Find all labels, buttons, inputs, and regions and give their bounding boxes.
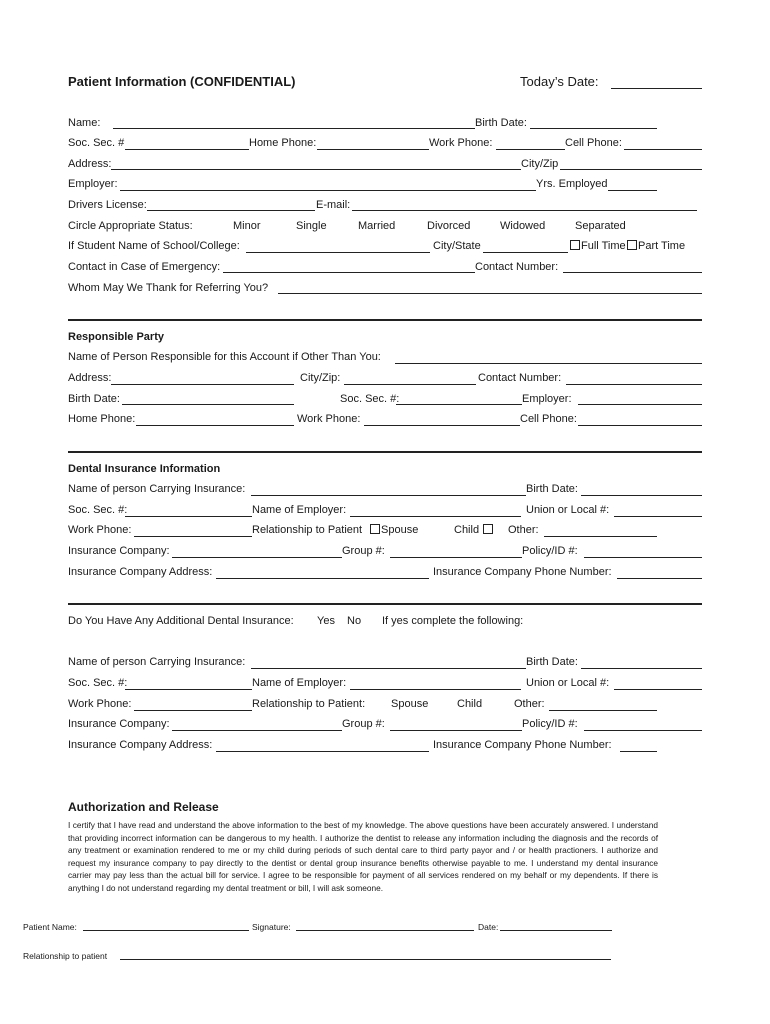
auth-patient-name-label: Patient Name:: [23, 922, 77, 932]
add-birth-date-label: Birth Date:: [526, 656, 578, 668]
referral-field[interactable]: [278, 293, 702, 294]
resp-employer-field[interactable]: [578, 404, 702, 405]
add-group-field[interactable]: [390, 730, 522, 731]
birth-date-label: Birth Date:: [475, 117, 527, 129]
status-label: Circle Appropriate Status:: [68, 220, 193, 232]
resp-home-phone-field[interactable]: [136, 425, 294, 426]
authorization-text: I certify that I have read and understand the above information to the best of my knowledge. The above questions have been accurately answered. I understand that providing incorrect information can be dangerous to my health. I authorize the dentist to release any information including the diagnosis and the records of any treatment or examination rendered to me or my child during periods of such dental care to third party payor and / or health practioners. I authorize and request my insurance company to pay directly to the dentist or dental group insurance benefits otherwise payable to me. I understand my dental insurance carrier may pay less than the actual bill for service. I agree to be responsible for payment of all services rendered on my behalf or my dependents. If there is anything I do not understand regarding my dental treatment or bill, I will ask someone.: [68, 820, 658, 893]
add-spouse-option[interactable]: Spouse: [391, 698, 429, 710]
home-phone-field[interactable]: [317, 149, 429, 150]
resp-address-label: Address:: [68, 372, 112, 384]
address-field[interactable]: [111, 169, 521, 170]
section-divider: [68, 319, 702, 321]
additional-instruction: If yes complete the following:: [382, 615, 524, 627]
ins-relationship-label: Relationship to Patient: [252, 524, 363, 536]
add-carrier-field[interactable]: [251, 668, 526, 669]
add-group-label: Group #:: [342, 718, 385, 730]
ins-company-phone-field[interactable]: [617, 578, 702, 579]
student-school-label: If Student Name of School/College:: [68, 240, 240, 252]
add-company-phone-field[interactable]: [620, 751, 657, 752]
ins-union-field[interactable]: [614, 516, 702, 517]
ins-spouse-text: Spouse: [381, 524, 419, 536]
resp-ssn-field[interactable]: [396, 404, 522, 405]
additional-insurance-question: Do You Have Any Additional Dental Insurance:: [68, 615, 294, 627]
ins-ssn-field[interactable]: [125, 516, 252, 517]
ins-policy-label: Policy/ID #:: [522, 545, 578, 557]
city-zip-field[interactable]: [560, 169, 702, 170]
ins-company-address-field[interactable]: [216, 578, 429, 579]
ins-group-label: Group #:: [342, 545, 385, 557]
auth-date-field[interactable]: [500, 930, 612, 931]
add-birth-date-field[interactable]: [581, 668, 702, 669]
add-relationship-label: Relationship to Patient:: [252, 698, 366, 710]
status-option-married[interactable]: Married: [358, 220, 396, 232]
resp-ssn-label: Soc. Sec. #:: [340, 393, 400, 405]
ins-company-label: Insurance Company:: [68, 545, 170, 557]
contact-number-label: Contact Number:: [475, 261, 559, 273]
emergency-contact-label: Contact in Case of Emergency:: [68, 261, 221, 273]
add-other-label: Other:: [514, 698, 545, 710]
ins-group-field[interactable]: [390, 557, 522, 558]
ins-spouse-option[interactable]: [370, 524, 418, 537]
responsible-person-label: Name of Person Responsible for this Account if Other Than You:: [68, 351, 381, 363]
responsible-person-field[interactable]: [395, 363, 702, 364]
ins-child-option[interactable]: [454, 524, 494, 537]
ins-union-label: Union or Local #:: [526, 504, 610, 516]
ins-child-checkbox[interactable]: [483, 524, 493, 534]
drivers-license-field[interactable]: [147, 210, 315, 211]
student-school-field[interactable]: [246, 252, 430, 253]
resp-city-zip-field[interactable]: [344, 384, 476, 385]
ins-birth-date-field[interactable]: [581, 495, 702, 496]
additional-yes-option[interactable]: Yes: [317, 615, 335, 627]
add-policy-field[interactable]: [584, 730, 702, 731]
add-union-field[interactable]: [614, 689, 702, 690]
cell-phone-field[interactable]: [624, 149, 702, 150]
email-label: E-mail:: [316, 199, 351, 211]
ins-birth-date-label: Birth Date:: [526, 483, 578, 495]
add-ssn-field[interactable]: [125, 689, 252, 690]
contact-number-field[interactable]: [563, 272, 702, 273]
ins-carrier-label: Name of person Carrying Insurance:: [68, 483, 246, 495]
ins-child-text: Child: [454, 524, 480, 536]
work-phone-label: Work Phone:: [429, 137, 493, 149]
email-field[interactable]: [352, 210, 697, 211]
resp-employer-label: Employer:: [522, 393, 572, 405]
yrs-employed-field[interactable]: [608, 190, 657, 191]
ins-policy-field[interactable]: [584, 557, 702, 558]
full-time-option[interactable]: [570, 240, 626, 253]
full-time-checkbox[interactable]: [570, 240, 580, 250]
home-phone-label: Home Phone:: [249, 137, 317, 149]
employer-field[interactable]: [120, 190, 536, 191]
resp-birth-date-label: Birth Date:: [68, 393, 120, 405]
add-child-option[interactable]: Child: [457, 698, 483, 710]
auth-signature-label: Signature:: [252, 922, 291, 932]
part-time-checkbox[interactable]: [627, 240, 637, 250]
add-company-field[interactable]: [172, 730, 342, 731]
add-company-label: Insurance Company:: [68, 718, 170, 730]
resp-cell-phone-label: Cell Phone:: [520, 413, 577, 425]
name-field[interactable]: [113, 128, 475, 129]
status-option-single[interactable]: Single: [296, 220, 327, 232]
referral-label: Whom May We Thank for Referring You?: [68, 282, 269, 294]
ins-work-phone-label: Work Phone:: [68, 524, 132, 536]
ins-employer-label: Name of Employer:: [252, 504, 347, 516]
birth-date-field[interactable]: [530, 128, 657, 129]
ins-company-field[interactable]: [172, 557, 342, 558]
resp-home-phone-label: Home Phone:: [68, 413, 136, 425]
resp-city-zip-label: City/Zip:: [300, 372, 341, 384]
name-label: Name:: [68, 117, 101, 129]
work-phone-field[interactable]: [496, 149, 565, 150]
auth-relationship-field[interactable]: [120, 959, 611, 960]
add-employer-label: Name of Employer:: [252, 677, 347, 689]
resp-address-field[interactable]: [111, 384, 294, 385]
city-state-label: City/State: [433, 240, 481, 252]
add-work-phone-label: Work Phone:: [68, 698, 132, 710]
responsible-party-heading: Responsible Party: [68, 331, 164, 343]
todays-date-label: Today’s Date:: [520, 74, 599, 89]
auth-signature-field[interactable]: [296, 930, 474, 931]
ssn-field[interactable]: [125, 149, 249, 150]
full-time-text: Full Time: [581, 240, 626, 252]
add-company-address-field[interactable]: [216, 751, 429, 752]
ins-employer-field[interactable]: [350, 516, 521, 517]
ssn-label: Soc. Sec. #: [68, 137, 125, 149]
auth-date-label: Date:: [478, 922, 499, 932]
ins-other-label: Other:: [508, 524, 539, 536]
employer-label: Employer:: [68, 178, 118, 190]
insurance-heading: Dental Insurance Information: [68, 463, 221, 475]
ins-spouse-checkbox[interactable]: [370, 524, 380, 534]
ins-other-field[interactable]: [544, 536, 657, 537]
part-time-option[interactable]: [627, 240, 685, 253]
city-zip-label: City/Zip: [521, 158, 559, 170]
authorization-heading: Authorization and Release: [68, 800, 219, 814]
page-title: Patient Information (CONFIDENTIAL): [68, 74, 296, 89]
yrs-employed-label: Yrs. Employed: [536, 178, 608, 190]
part-time-text: Part Time: [638, 240, 686, 252]
resp-cell-phone-field[interactable]: [578, 425, 702, 426]
resp-contact-number-label: Contact Number:: [478, 372, 562, 384]
cell-phone-label: Cell Phone:: [565, 137, 622, 149]
resp-work-phone-label: Work Phone:: [297, 413, 361, 425]
auth-patient-name-field[interactable]: [83, 930, 249, 931]
ins-company-address-label: Insurance Company Address:: [68, 566, 213, 578]
status-option-widowed[interactable]: Widowed: [500, 220, 546, 232]
add-union-label: Union or Local #:: [526, 677, 610, 689]
resp-contact-number-field[interactable]: [566, 384, 702, 385]
resp-work-phone-field[interactable]: [364, 425, 520, 426]
ins-company-phone-label: Insurance Company Phone Number:: [433, 566, 612, 578]
add-work-phone-field[interactable]: [134, 710, 252, 711]
add-other-field[interactable]: [549, 710, 657, 711]
todays-date-field[interactable]: [611, 88, 702, 89]
section-divider: [68, 451, 702, 453]
add-employer-field[interactable]: [350, 689, 521, 690]
add-policy-label: Policy/ID #:: [522, 718, 578, 730]
city-state-field[interactable]: [483, 252, 568, 253]
status-option-minor[interactable]: Minor: [233, 220, 261, 232]
status-option-separated[interactable]: Separated: [575, 220, 626, 232]
resp-birth-date-field[interactable]: [122, 404, 294, 405]
auth-relationship-label: Relationship to patient: [23, 951, 108, 961]
address-label: Address:: [68, 158, 112, 170]
drivers-license-label: Drivers License:: [68, 199, 147, 211]
additional-no-option[interactable]: No: [347, 615, 362, 627]
emergency-contact-field[interactable]: [223, 272, 475, 273]
ins-work-phone-field[interactable]: [134, 536, 252, 537]
status-option-divorced[interactable]: Divorced: [427, 220, 471, 232]
section-divider: [68, 603, 702, 605]
add-company-phone-label: Insurance Company Phone Number:: [433, 739, 612, 751]
ins-ssn-label: Soc. Sec. #:: [68, 504, 128, 516]
add-ssn-label: Soc. Sec. #:: [68, 677, 128, 689]
add-carrier-label: Name of person Carrying Insurance:: [68, 656, 246, 668]
ins-carrier-field[interactable]: [251, 495, 526, 496]
add-company-address-label: Insurance Company Address:: [68, 739, 213, 751]
